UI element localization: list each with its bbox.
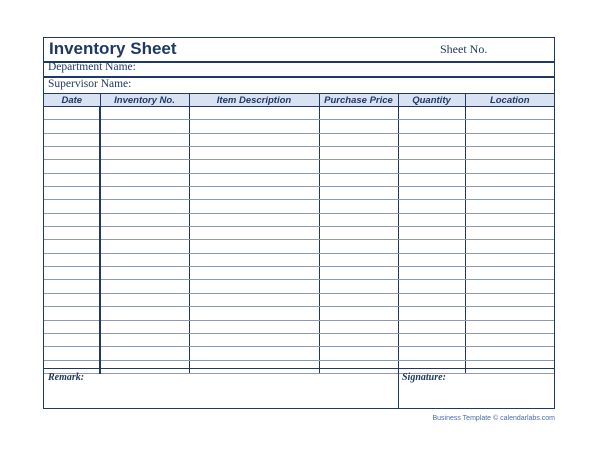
table-cell[interactable] xyxy=(100,347,189,360)
table-cell[interactable] xyxy=(398,213,465,226)
table-cell[interactable] xyxy=(44,307,100,320)
table-cell[interactable] xyxy=(398,307,465,320)
table-cell[interactable] xyxy=(100,107,189,120)
table-cell[interactable] xyxy=(189,267,319,280)
table-cell[interactable] xyxy=(100,240,189,253)
table-cell[interactable] xyxy=(189,133,319,146)
table-cell[interactable] xyxy=(100,293,189,306)
table-row xyxy=(44,253,554,266)
table-cell[interactable] xyxy=(319,120,398,133)
table-cell[interactable] xyxy=(398,107,465,120)
table-body xyxy=(44,107,554,374)
table-cell[interactable] xyxy=(398,240,465,253)
table-cell[interactable] xyxy=(189,280,319,293)
table-header-row xyxy=(44,94,554,107)
table-cell[interactable] xyxy=(465,213,554,226)
table-cell[interactable] xyxy=(44,347,100,360)
table-cell[interactable] xyxy=(465,200,554,213)
table-cell[interactable] xyxy=(100,320,189,333)
credit-text: Business Template © calendarlabs.com xyxy=(432,415,555,422)
table-cell[interactable] xyxy=(189,160,319,173)
column-header-item-description: Item Description xyxy=(189,94,319,107)
table-cell[interactable] xyxy=(189,347,319,360)
table-cell[interactable] xyxy=(44,333,100,346)
table-cell[interactable] xyxy=(465,307,554,320)
table-cell[interactable] xyxy=(100,280,189,293)
footer-divider xyxy=(44,368,554,369)
table-row xyxy=(44,147,554,160)
table-cell[interactable] xyxy=(465,267,554,280)
table-cell[interactable] xyxy=(189,333,319,346)
table-cell[interactable] xyxy=(44,133,100,146)
table-cell[interactable] xyxy=(319,227,398,240)
table-cell[interactable] xyxy=(465,293,554,306)
table-cell[interactable] xyxy=(44,240,100,253)
table-cell[interactable] xyxy=(44,120,100,133)
table-cell[interactable] xyxy=(100,227,189,240)
table-cell[interactable] xyxy=(398,173,465,186)
signature-field[interactable]: Signature: xyxy=(402,372,446,383)
table-cell[interactable] xyxy=(465,133,554,146)
table-cell[interactable] xyxy=(465,280,554,293)
inventory-sheet xyxy=(43,37,555,409)
table-row xyxy=(44,267,554,280)
table-cell[interactable] xyxy=(189,120,319,133)
table-cell[interactable] xyxy=(319,347,398,360)
table-cell[interactable] xyxy=(398,160,465,173)
table-row xyxy=(44,107,554,120)
table-cell[interactable] xyxy=(398,293,465,306)
table-cell[interactable] xyxy=(465,147,554,160)
table-cell[interactable] xyxy=(398,200,465,213)
table-row xyxy=(44,160,554,173)
table-cell[interactable] xyxy=(100,213,189,226)
table-row xyxy=(44,240,554,253)
table-cell[interactable] xyxy=(44,173,100,186)
table-row xyxy=(44,333,554,346)
sheet-no-label: Sheet No. xyxy=(440,42,488,56)
table-row xyxy=(44,187,554,200)
table-cell[interactable] xyxy=(44,293,100,306)
table-cell[interactable] xyxy=(100,333,189,346)
table-row xyxy=(44,227,554,240)
table-cell[interactable] xyxy=(465,347,554,360)
table-cell[interactable] xyxy=(319,133,398,146)
table-cell[interactable] xyxy=(100,120,189,133)
table-cell[interactable] xyxy=(319,107,398,120)
signature-divider xyxy=(398,368,399,408)
table-row xyxy=(44,293,554,306)
supervisor-name-field[interactable]: Supervisor Name: xyxy=(48,78,132,90)
table-cell[interactable] xyxy=(100,200,189,213)
table-cell[interactable] xyxy=(44,187,100,200)
table-cell[interactable] xyxy=(319,240,398,253)
table-cell[interactable] xyxy=(319,147,398,160)
table-cell[interactable] xyxy=(44,253,100,266)
table-cell[interactable] xyxy=(44,107,100,120)
table-row xyxy=(44,133,554,146)
column-header-date: Date xyxy=(44,94,100,107)
table-cell[interactable] xyxy=(189,200,319,213)
page-title: Inventory Sheet xyxy=(49,39,177,58)
table-cell[interactable] xyxy=(44,160,100,173)
table-cell[interactable] xyxy=(465,253,554,266)
table-cell[interactable] xyxy=(100,253,189,266)
table-cell[interactable] xyxy=(398,320,465,333)
table-row xyxy=(44,347,554,360)
table-cell[interactable] xyxy=(319,187,398,200)
column-header-inventory-no: Inventory No. xyxy=(100,94,189,107)
table-cell[interactable] xyxy=(398,333,465,346)
table-cell[interactable] xyxy=(398,280,465,293)
table-cell[interactable] xyxy=(44,320,100,333)
table-cell[interactable] xyxy=(100,307,189,320)
table-cell[interactable] xyxy=(189,307,319,320)
table-cell[interactable] xyxy=(44,213,100,226)
table-cell[interactable] xyxy=(189,213,319,226)
table-row xyxy=(44,280,554,293)
table-cell[interactable] xyxy=(398,227,465,240)
table-cell[interactable] xyxy=(465,173,554,186)
department-name-field[interactable]: Department Name: xyxy=(48,61,136,73)
column-header-location: Location xyxy=(465,94,554,107)
table-cell[interactable] xyxy=(465,240,554,253)
table-cell[interactable] xyxy=(465,320,554,333)
table-cell[interactable] xyxy=(100,173,189,186)
table-cell[interactable] xyxy=(100,147,189,160)
table-cell[interactable] xyxy=(319,253,398,266)
table-row xyxy=(44,173,554,186)
table-cell[interactable] xyxy=(398,347,465,360)
table-cell[interactable] xyxy=(44,147,100,160)
inventory-table xyxy=(44,93,554,374)
table-cell[interactable] xyxy=(398,133,465,146)
table-cell[interactable] xyxy=(189,293,319,306)
table-cell[interactable] xyxy=(189,187,319,200)
remark-field[interactable]: Remark: xyxy=(48,372,85,383)
table-cell[interactable] xyxy=(465,333,554,346)
table-cell[interactable] xyxy=(189,240,319,253)
table-row xyxy=(44,213,554,226)
table-cell[interactable] xyxy=(44,227,100,240)
table-cell[interactable] xyxy=(44,267,100,280)
table-cell[interactable] xyxy=(398,147,465,160)
table-cell[interactable] xyxy=(100,267,189,280)
table-cell[interactable] xyxy=(465,227,554,240)
table-cell[interactable] xyxy=(319,307,398,320)
table-cell[interactable] xyxy=(189,147,319,160)
table-cell[interactable] xyxy=(465,120,554,133)
table-cell[interactable] xyxy=(189,253,319,266)
table-cell[interactable] xyxy=(398,187,465,200)
table-cell[interactable] xyxy=(319,267,398,280)
table-cell[interactable] xyxy=(465,187,554,200)
table-cell[interactable] xyxy=(100,160,189,173)
table-cell[interactable] xyxy=(189,227,319,240)
table-cell[interactable] xyxy=(319,333,398,346)
table-row xyxy=(44,307,554,320)
column-header-purchase-price: Purchase Price xyxy=(319,94,398,107)
table-cell[interactable] xyxy=(319,280,398,293)
table-cell[interactable] xyxy=(319,173,398,186)
table-cell[interactable] xyxy=(189,173,319,186)
column-header-quantity: Quantity xyxy=(398,94,465,107)
table-cell[interactable] xyxy=(100,133,189,146)
table-cell[interactable] xyxy=(398,267,465,280)
table-cell[interactable] xyxy=(189,320,319,333)
table-cell[interactable] xyxy=(319,160,398,173)
table-cell[interactable] xyxy=(189,107,319,120)
table-cell[interactable] xyxy=(465,160,554,173)
table-cell[interactable] xyxy=(319,213,398,226)
table-row xyxy=(44,320,554,333)
table-row xyxy=(44,200,554,213)
table-cell[interactable] xyxy=(100,187,189,200)
table-cell[interactable] xyxy=(319,320,398,333)
footer-section xyxy=(44,368,554,408)
table-row xyxy=(44,120,554,133)
table-cell[interactable] xyxy=(398,253,465,266)
table-cell[interactable] xyxy=(319,293,398,306)
table-cell[interactable] xyxy=(44,280,100,293)
table-cell[interactable] xyxy=(465,107,554,120)
table-cell[interactable] xyxy=(319,200,398,213)
table-cell[interactable] xyxy=(398,120,465,133)
table-cell[interactable] xyxy=(44,200,100,213)
